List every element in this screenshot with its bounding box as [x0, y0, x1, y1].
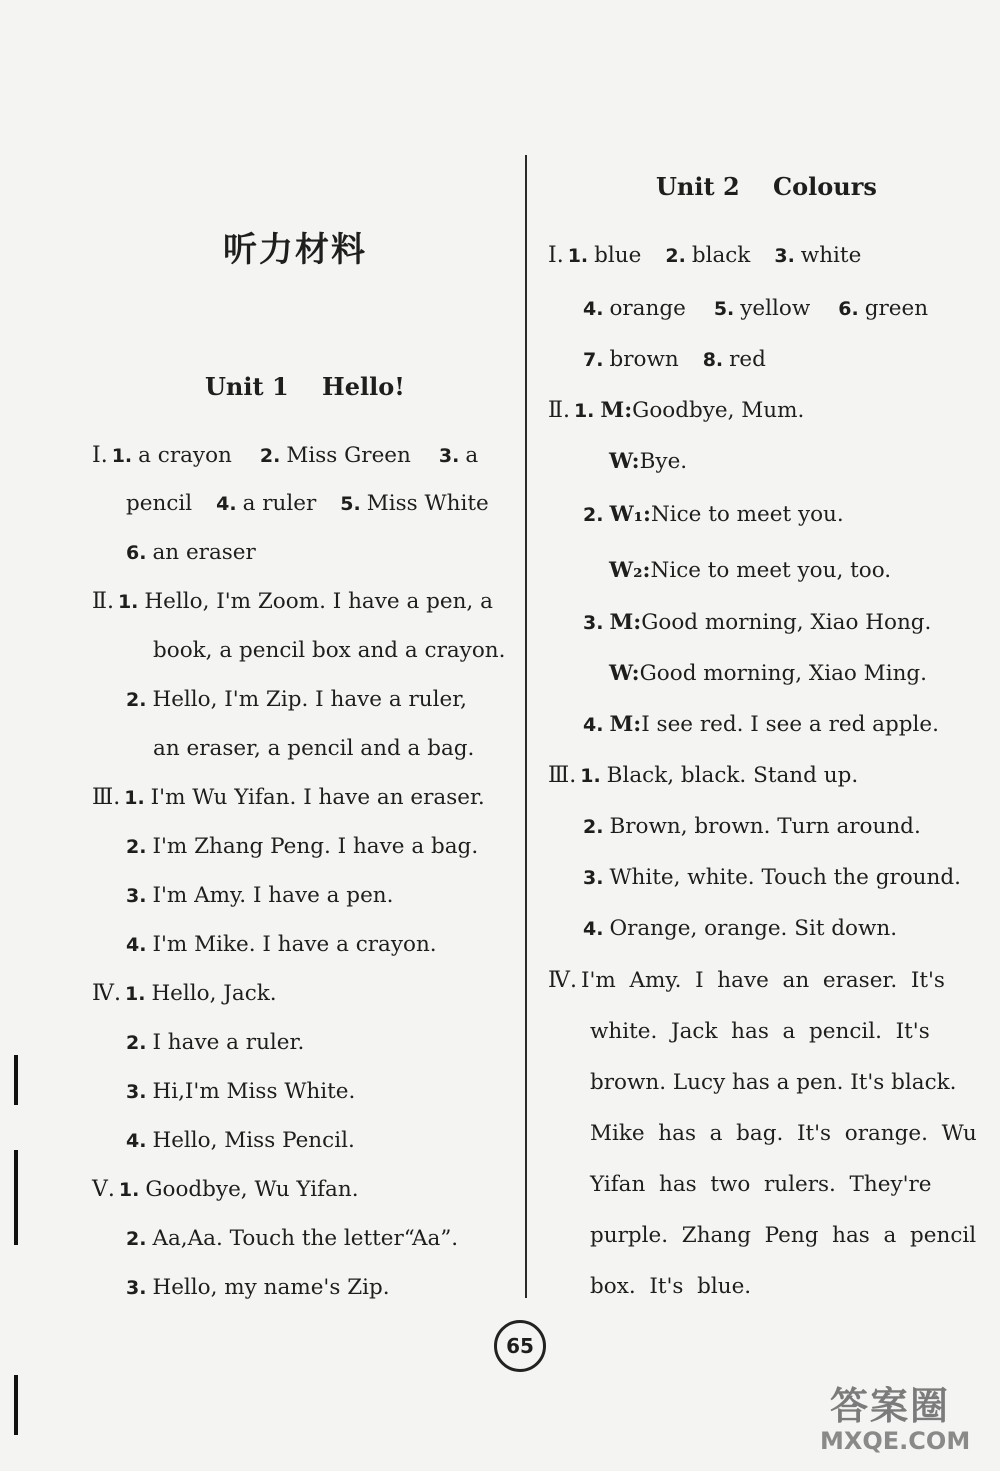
right-s2-line2: W:Bye.: [609, 449, 688, 474]
section-marker: Ⅰ.: [92, 443, 108, 468]
left-s2-line3: 2. Hello, I'm Zip. I have a ruler,: [126, 687, 467, 712]
right-s2-line6: W:Good morning, Xiao Ming.: [609, 661, 928, 686]
left-s2-line2: book, a pencil box and a crayon.: [153, 638, 506, 663]
right-s4-line7: box. It's blue.: [590, 1274, 752, 1299]
right-s3-line4: 4. Orange, orange. Sit down.: [583, 916, 898, 941]
right-s2-line3: 2. W₁:Nice to meet you.: [583, 502, 844, 527]
right-s4-line5: Yifan has two rulers. They're: [590, 1172, 932, 1197]
unit-2-title: Unit 2 Colours: [656, 172, 877, 201]
right-s1-line3: 7. brown 8. red: [583, 347, 766, 372]
watermark-logo-text: 答案圈: [830, 1384, 951, 1428]
right-s2-line7: 4. M:I see red. I see a red apple.: [583, 712, 939, 737]
left-s1-line3: 6. an eraser: [126, 540, 256, 565]
right-s4-line6: purple. Zhang Peng has a pencil: [590, 1223, 977, 1248]
column-divider: [525, 155, 527, 1298]
page-number: 65: [494, 1320, 546, 1372]
left-s4-line1: Ⅳ. 1. Hello, Jack.: [92, 981, 277, 1006]
right-s3-line3: 3. White, white. Touch the ground.: [583, 865, 961, 890]
right-s2-line4: W₂:Nice to meet you, too.: [609, 558, 892, 583]
left-s4-line2: 2. I have a ruler.: [126, 1030, 305, 1055]
right-s2-line1: Ⅱ. 1. M:Goodbye, Mum.: [548, 398, 805, 423]
left-s5-line3: 3. Hello, my name's Zip.: [126, 1275, 390, 1300]
scan-edge-mark: [14, 1055, 18, 1105]
right-s1-line1: Ⅰ. 1. blue 2. black 3. white: [548, 243, 862, 268]
left-s1-line1: Ⅰ. 1. a crayon 2. Miss Green 3. a: [92, 443, 479, 468]
right-s4-line3: brown. Lucy has a pen. It's black.: [590, 1070, 957, 1095]
right-s3-line2: 2. Brown, brown. Turn around.: [583, 814, 921, 839]
unit-1-title: Unit 1 Hello!: [205, 372, 405, 401]
left-s3-line4: 4. I'm Mike. I have a crayon.: [126, 932, 437, 957]
watermark-url: MXQE.COM: [820, 1427, 971, 1455]
right-s4-line4: Mike has a bag. It's orange. Wu: [590, 1121, 977, 1146]
left-s4-line4: 4. Hello, Miss Pencil.: [126, 1128, 355, 1153]
left-s2-line4: an eraser, a pencil and a bag.: [153, 736, 475, 761]
scan-edge-mark: [14, 1375, 18, 1435]
left-s3-line2: 2. I'm Zhang Peng. I have a bag.: [126, 834, 479, 859]
left-s1-line2: pencil 4. a ruler 5. Miss White: [126, 491, 489, 516]
left-s5-line2: 2. Aa,Aa. Touch the letter“Aa”.: [126, 1226, 459, 1251]
left-s4-line3: 3. Hi,I'm Miss White.: [126, 1079, 356, 1104]
left-s5-line1: Ⅴ. 1. Goodbye, Wu Yifan.: [92, 1177, 359, 1202]
right-s4-line2: white. Jack has a pencil. It's: [590, 1019, 930, 1044]
right-s3-line1: Ⅲ. 1. Black, black. Stand up.: [548, 763, 859, 788]
watermark: [820, 1375, 990, 1465]
right-s2-line5: 3. M:Good morning, Xiao Hong.: [583, 610, 932, 635]
page-title: 听力材料: [223, 230, 367, 270]
left-s2-line1: Ⅱ. 1. Hello, I'm Zoom. I have a pen, a: [92, 589, 493, 614]
right-s4-line1: Ⅳ. I'm Amy. I have an eraser. It's: [548, 968, 945, 993]
left-s3-line1: Ⅲ. 1. I'm Wu Yifan. I have an eraser.: [92, 785, 485, 810]
left-s3-line3: 3. I'm Amy. I have a pen.: [126, 883, 394, 908]
scan-edge-mark: [14, 1150, 18, 1245]
right-s1-line2: 4. orange 5. yellow 6. green: [583, 296, 929, 321]
